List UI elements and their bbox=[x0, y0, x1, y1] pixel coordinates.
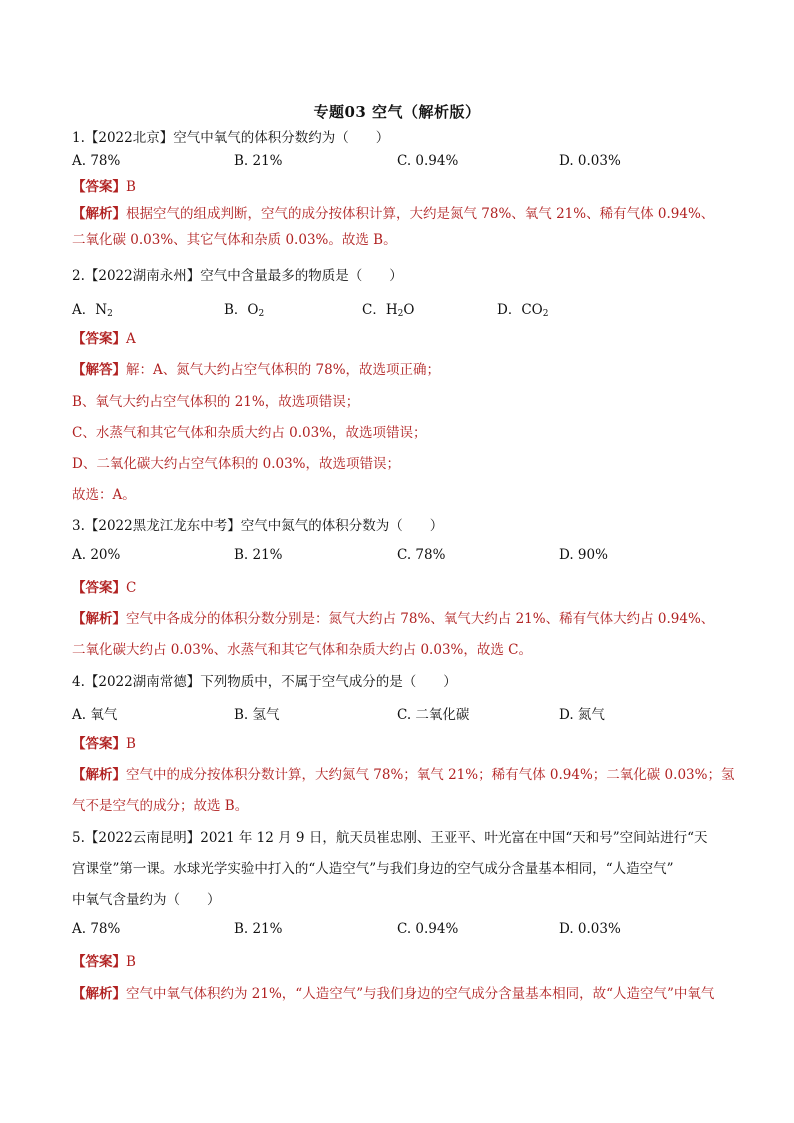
question-3-analysis-line-2: 二氧化碳大约占 0.03%、水蒸气和其它气体和杂质大约占 0.03%，故选 C。 bbox=[72, 642, 532, 658]
q1-option-b: B. 21% bbox=[234, 153, 283, 169]
q2-option-a: A．$N_2$ bbox=[72, 302, 113, 319]
question-1-answer bbox=[72, 177, 722, 197]
question-2-analysis-line-3: C、水蒸气和其它气体和杂质大约占 0.03%，故选项错误； bbox=[72, 425, 427, 441]
analysis-text: 空气中各成分的体积分数分别是：氮气大约占 78%、氧气大约占 21%、稀有气体大约占 0.94%、 bbox=[126, 611, 715, 627]
answer-value: B bbox=[126, 179, 136, 195]
question-5-stem-line-1: 5.【2022云南昆明】2021 年 12 月 9 日，航天员崔忠刚、王亚平、叶光富在中国“天和号”空间站进行“天 bbox=[72, 830, 708, 846]
q4-option-d: D. 氮气 bbox=[559, 707, 605, 723]
analysis-tag: 【解析】 bbox=[72, 767, 126, 783]
q5-option-b: B. 21% bbox=[234, 921, 283, 937]
question-1-analysis-line-2: 二氧化碳 0.03%、其它气体和杂质 0.03%。故选 B。 bbox=[72, 232, 397, 248]
question-5-answer bbox=[72, 952, 722, 972]
q3-option-a: A. 20% bbox=[72, 547, 121, 563]
question-3-stem: 3.【2022黑龙江龙东中考】空气中氮气的体积分数为（ ） bbox=[72, 518, 444, 534]
answer-value: C bbox=[126, 580, 137, 596]
q5-option-d: D. 0.03% bbox=[559, 921, 621, 937]
analysis-tag: 【解答】 bbox=[72, 362, 126, 378]
q1-option-d: D. 0.03% bbox=[559, 153, 621, 169]
question-5-stem-line-2: 宫课堂”第一课。水球光学实验中打入的“人造空气”与我们身边的空气成分含量基本相同，“人造空气” bbox=[72, 861, 674, 877]
question-4-analysis-line-2: 气不是空气的成分；故选 B。 bbox=[72, 798, 249, 814]
analysis-text: 根据空气的组成判断，空气的成分按体积计算，大约是氮气 78%、氧气 21%、稀有气体 0.94%、 bbox=[126, 206, 715, 222]
q3-option-c: C. 78% bbox=[397, 547, 446, 563]
question-3-options bbox=[72, 547, 722, 567]
q2-option-c: C．$H_2O$ bbox=[362, 302, 415, 319]
analysis-tag: 【解析】 bbox=[72, 611, 126, 627]
question-2-analysis-line-1 bbox=[72, 360, 722, 380]
answer-value: A bbox=[126, 331, 136, 347]
question-5-stem-line-3: 中氧气含量约为（ ） bbox=[72, 892, 221, 908]
answer-tag: 【答案】 bbox=[72, 179, 126, 195]
answer-value: B bbox=[126, 954, 136, 970]
analysis-tag: 【解析】 bbox=[72, 986, 126, 1002]
question-2-stem: 2.【2022湖南永州】空气中含量最多的物质是（ ） bbox=[72, 268, 403, 284]
q5-option-a: A. 78% bbox=[72, 921, 121, 937]
analysis-text: 空气中氧气体积约为 21%，“人造空气”与我们身边的空气成分含量基本相同，故“人造空气”中氧气 bbox=[126, 986, 715, 1002]
analysis-text: 解：A、氮气大约占空气体积的 78%，故选项正确； bbox=[126, 362, 441, 378]
q2-option-b: B．$O_2$ bbox=[224, 302, 265, 319]
question-2-analysis-line-2: B、氧气大约占空气体积的 21%，故选项错误； bbox=[72, 394, 360, 410]
q3-option-b: B. 21% bbox=[234, 547, 283, 563]
answer-tag: 【答案】 bbox=[72, 331, 126, 347]
question-4-answer bbox=[72, 734, 722, 754]
question-3-analysis-line-1 bbox=[72, 609, 722, 629]
question-2-options bbox=[72, 298, 722, 318]
question-4-options bbox=[72, 703, 722, 723]
question-1-analysis-line-1 bbox=[72, 204, 722, 224]
answer-tag: 【答案】 bbox=[72, 736, 126, 752]
q2-option-d: D．$CO_2$ bbox=[497, 302, 549, 319]
question-2-analysis-line-5: 故选：A。 bbox=[72, 487, 136, 503]
answer-value: B bbox=[126, 736, 136, 752]
q5-option-c: C. 0.94% bbox=[397, 921, 459, 937]
q4-option-b: B. 氢气 bbox=[234, 707, 280, 723]
answer-tag: 【答案】 bbox=[72, 954, 126, 970]
analysis-text: 空气中的成分按体积分数计算，大约氮气 78%；氧气 21%；稀有气体 0.94%；二氧化碳 0.03%；氢 bbox=[126, 767, 735, 783]
question-2-answer bbox=[72, 329, 722, 349]
q1-option-a: A. 78% bbox=[72, 153, 121, 169]
question-5-analysis-line-1 bbox=[72, 984, 722, 1004]
q4-option-c: C. 二氧化碳 bbox=[397, 707, 470, 723]
q4-option-a: A. 氧气 bbox=[72, 707, 118, 723]
question-1-stem: 1.【2022北京】空气中氧气的体积分数约为（ ） bbox=[72, 130, 390, 146]
question-4-analysis-line-1 bbox=[72, 765, 735, 785]
question-5-options bbox=[72, 921, 722, 941]
answer-tag: 【答案】 bbox=[72, 580, 126, 596]
q3-option-d: D. 90% bbox=[559, 547, 608, 563]
question-4-stem: 4.【2022湖南常德】下列物质中，不属于空气成分的是（ ） bbox=[72, 674, 457, 690]
page-title: 专题03 空气（解析版） bbox=[313, 103, 481, 121]
analysis-tag: 【解析】 bbox=[72, 206, 126, 222]
q1-option-c: C. 0.94% bbox=[397, 153, 459, 169]
question-2-analysis-line-4: D、二氧化碳大约占空气体积的 0.03%，故选项错误； bbox=[72, 456, 401, 472]
question-1-options bbox=[72, 153, 722, 173]
question-3-answer bbox=[72, 578, 722, 598]
